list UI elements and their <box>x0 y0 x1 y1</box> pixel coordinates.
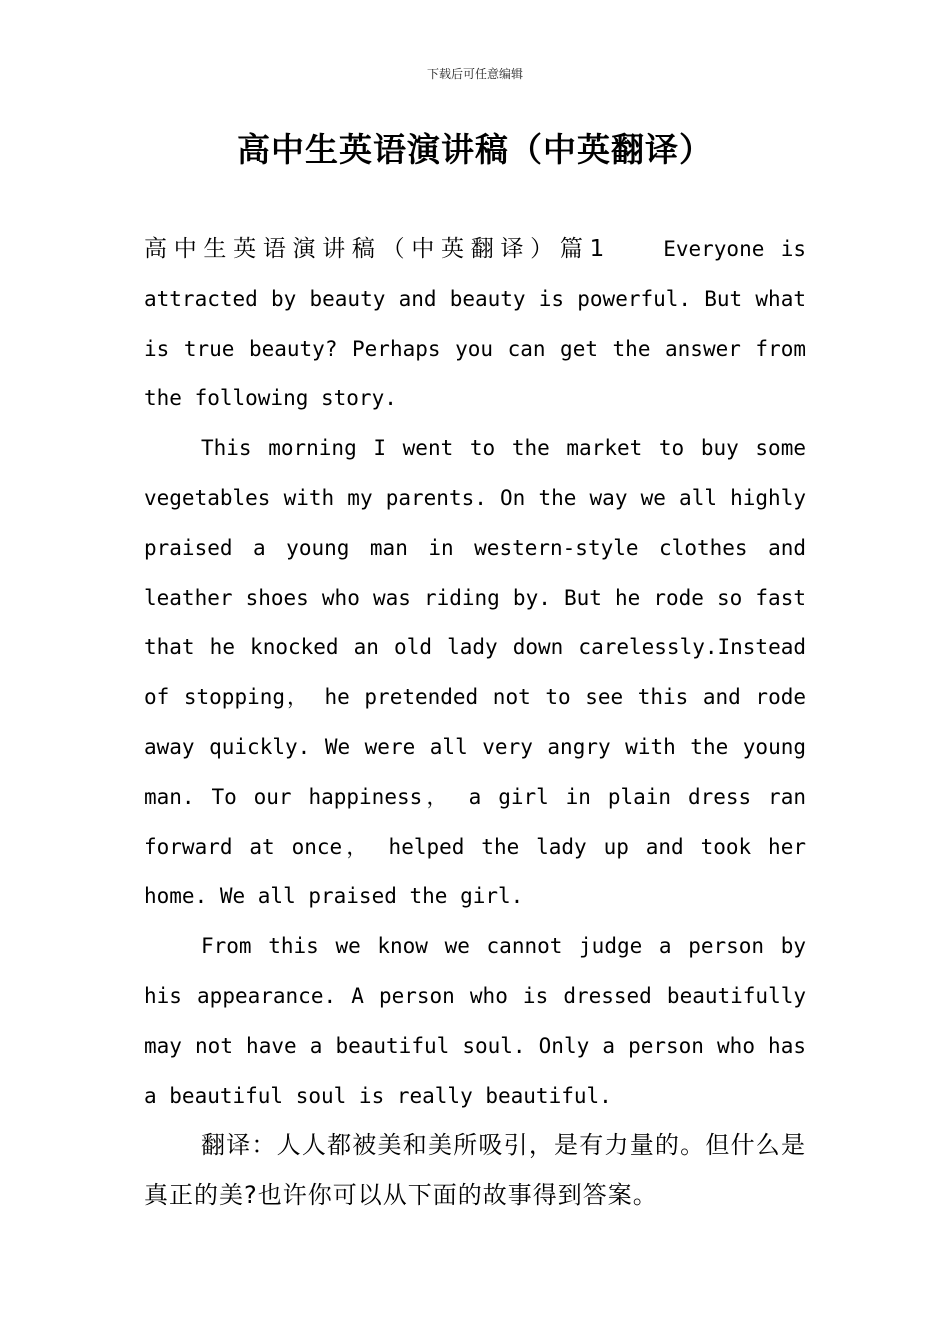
header-note: 下载后可任意编辑 <box>426 67 523 81</box>
paragraph-3: From this we know we cannot judge a person by his appearance. A person who is dressed beautifully may not have a beautiful soul. Only a person who has a beautiful soul is really beautiful. <box>144 934 806 1108</box>
paragraph-1-text: Everyone is attracted by beauty and beauty is powerful. But what is true beauty? Perhaps you can get the answer from the following story. <box>144 237 806 411</box>
document-title: 高中生英语演讲稿（中英翻译） <box>237 130 713 169</box>
paragraph-1 <box>144 225 806 424</box>
document-body <box>144 225 806 1221</box>
paragraph-translation: 翻译：人人都被美和美所吸引，是有力量的。但什么是真正的美?也许你可以从下面的故事得到答案。 <box>144 1131 806 1210</box>
section-heading: 高中生英语演讲稿（中英翻译）篇1 <box>144 236 608 262</box>
paragraph-2: This morning I went to the market to buy some vegetables with my parents. On the way we all highly praised a young man in western-style clothes and leather shoes who was riding by. But he rode so fast that he knocked an old lady down carelessly.Instead of stopping， he pretended not to see this and rode away quickly. We were all very angry with the young man. To our happiness， a girl in plain dress ran forward at once， helped the lady up and took her home. We all praised the girl. <box>144 436 806 909</box>
